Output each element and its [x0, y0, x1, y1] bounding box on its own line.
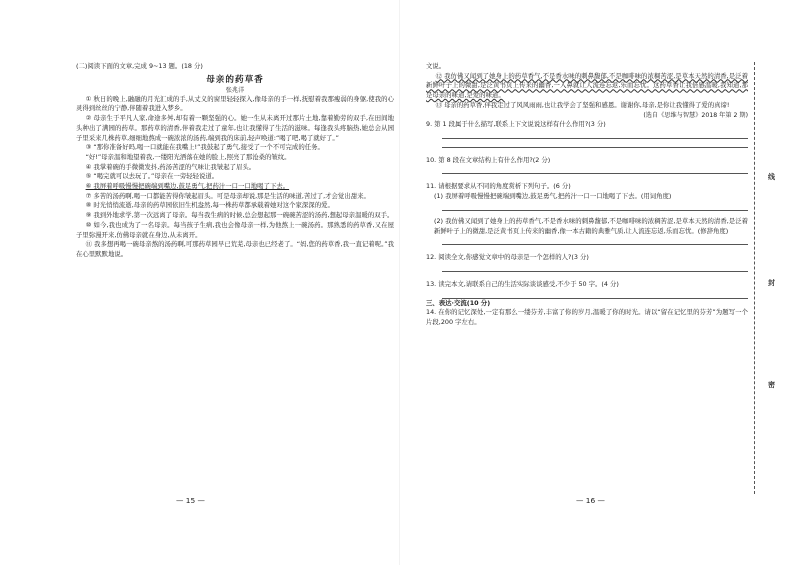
article-source: (选自《思维与智慧》2018 年第 2 期): [643, 111, 748, 119]
binding-label-secret: 密: [768, 381, 775, 389]
paragraph-3b: “好!”母亲温和地望着我,一缕阳光洒落在她的脸上,照亮了那沧桑的皱纹。: [85, 152, 291, 161]
paragraph-8: ⑧ 时光悄悄流逝,母亲的药草园依旧生机盎然,每一株药草都承载着她对这个家深深的爱。: [85, 201, 334, 210]
answer-line[interactable]: [442, 244, 748, 245]
question-9: 9. 第 1 段属于什么描写,联系上下文说说这样有什么作用?(3 分): [426, 120, 606, 129]
paragraph-1: ① 秋日的晚上,融融的月光汇成的手,从丈义的窗里轻轻探入,像母亲的手一样,抚慰着我那瘦弱的身躯,使我的心灵得到丝丝的宁静,伴随着我进入梦乡。: [76, 94, 394, 113]
binding-dashed-line: [754, 62, 755, 494]
question-12: 12. 阅读全文,你感觉文章中的母亲是一个怎样的人?(3 分): [426, 253, 589, 262]
question-11-1: (1) 我屏着呼吸慢慢把碗端到嘴边,鼓足勇气,把药汁一口一口地喝了下去。(用词角度): [434, 192, 672, 201]
answer-line[interactable]: [442, 271, 748, 272]
paragraph-11: ⑪ 我多想再喝一碗母亲熬的汤药啊,可那药草园早已荒芜,母亲也已经老了。“妈,您的药草香,我一直记着呢。”我在心里默默地说。: [76, 240, 394, 258]
paragraph-3: ③ “那你准备好吗,喝一口就能在我嘴上!”我鼓起了勇气,接受了一个不可完成的任务。: [85, 143, 324, 152]
paragraph-continued: 文说。: [426, 62, 446, 70]
article-author: 张兆洋: [225, 86, 245, 94]
binding-label-line: 线: [768, 173, 775, 181]
page-number-left: — 15 —: [176, 496, 205, 505]
question-11-2: (2) 我仿佛又闻到了她身上的药草香气,不是香水味的刺鼻馥郁,不是咖啡味的浓稠苦涩,是草本天然的清香,是泛着新鲜叶子上的微甜,是泛黄书页上传来的幽香,像一本古籍的典雅气质,让人流连忘返,乐而忘忧。(修辞角度): [434, 216, 748, 235]
left-column: [76, 62, 394, 260]
answer-line[interactable]: [442, 173, 748, 174]
answer-line[interactable]: [442, 147, 748, 148]
paragraph-10: ⑩ 如今,我也成为了一名母亲。每当孩子生病,我也会像母亲一样,为他熬上一碗汤药。那熟悉的药草香,又在屋子里弥漫开来,仿佛母亲就在身边,从未离开。: [76, 220, 394, 239]
answer-line[interactable]: [442, 210, 748, 211]
question-14: 14. 在你的记忆深处,一定有那么一缕芬芳,丰富了你的岁月,温暖了你的时光。请以“留在记忆里的芬芳”为题写一个片段,200 字左右。: [426, 308, 748, 327]
paragraph-13: ⑬ 母亲的药草香,伴我走过了风风雨雨,也让我学会了坚强和感恩。谢谢你,母亲,是你让我懂得了爱的真谛!: [435, 100, 730, 109]
question-13: 13. 读完本文,请联系自己的生活实际谈谈感受,不少于 50 字。(4 分): [426, 279, 619, 288]
right-column: [426, 62, 748, 328]
paragraph-6: ⑥ 我屏着呼吸慢慢把碗端到嘴边,鼓足勇气,把药汁一口一口地喝了下去。: [85, 182, 290, 191]
answer-line[interactable]: [442, 138, 748, 139]
question-11: 11. 请根据要求从不同的角度赏析下列句子。(6 分): [426, 182, 571, 191]
binding-label-seal: 封: [768, 279, 775, 287]
paragraph-7: ⑦ 多苦的汤药啊,喝一口都能苦得你皱起眉头。可是母亲却说,那是生活的味道,苦过了,才会觉出甜来。: [85, 191, 370, 200]
paragraph-12: ⑫ 我仿佛又闻到了她身上的药草香气,不是香水味的刺鼻馥郁,不是咖啡味的浓稠苦涩,是草本天然的清香,是泛着新鲜叶子上的微甜,是泛黄书页上传来的幽香,一入鼻就让人流连忘返,乐而忘忧。这药草香让我倍感温暖,我知道,那是母亲的味道,是爱的味道。: [426, 71, 748, 100]
paragraph-2: ② 母亲生于平凡人家,命途多舛,却有着一颗坚强的心。她一生从未离开过那片土地,靠着勤劳的双手,在田间地头种出了满园的药草。那药草的清香,伴着我走过了童年,也让我懂得了生活的滋味。每逢我头疼脑热,她总会从园子里采来几株药草,细细地熬成一碗浓浓的汤药,端到我的床前,轻声唤道:“喝了吧,喝了就好了。”: [76, 114, 394, 142]
right-page: [400, 0, 800, 565]
paragraph-9: ⑨ 我到外地求学,第一次远离了母亲。每当我生病的时候,总会想起那一碗碗苦涩的汤药,想起母亲温暖的双手。: [85, 211, 394, 220]
paragraph-5: ⑤ “喝完就可以去玩了。”母亲在一旁轻轻说道。: [85, 172, 219, 181]
page-number-right: — 16 —: [576, 496, 605, 505]
article-title: 母亲的药草香: [206, 74, 264, 85]
paragraph-4: ④ 我掌着碗的手微微发抖,药汤苦涩的气味让我皱起了眉头。: [85, 162, 256, 171]
section-title: 三、表达·交流(10 分): [426, 298, 491, 307]
question-10: 10. 第 8 段在文章结构上有什么作用?(2 分): [426, 155, 551, 164]
section-intro: (二)阅读下面的文章,完成 9~13 题。(18 分): [76, 62, 203, 70]
